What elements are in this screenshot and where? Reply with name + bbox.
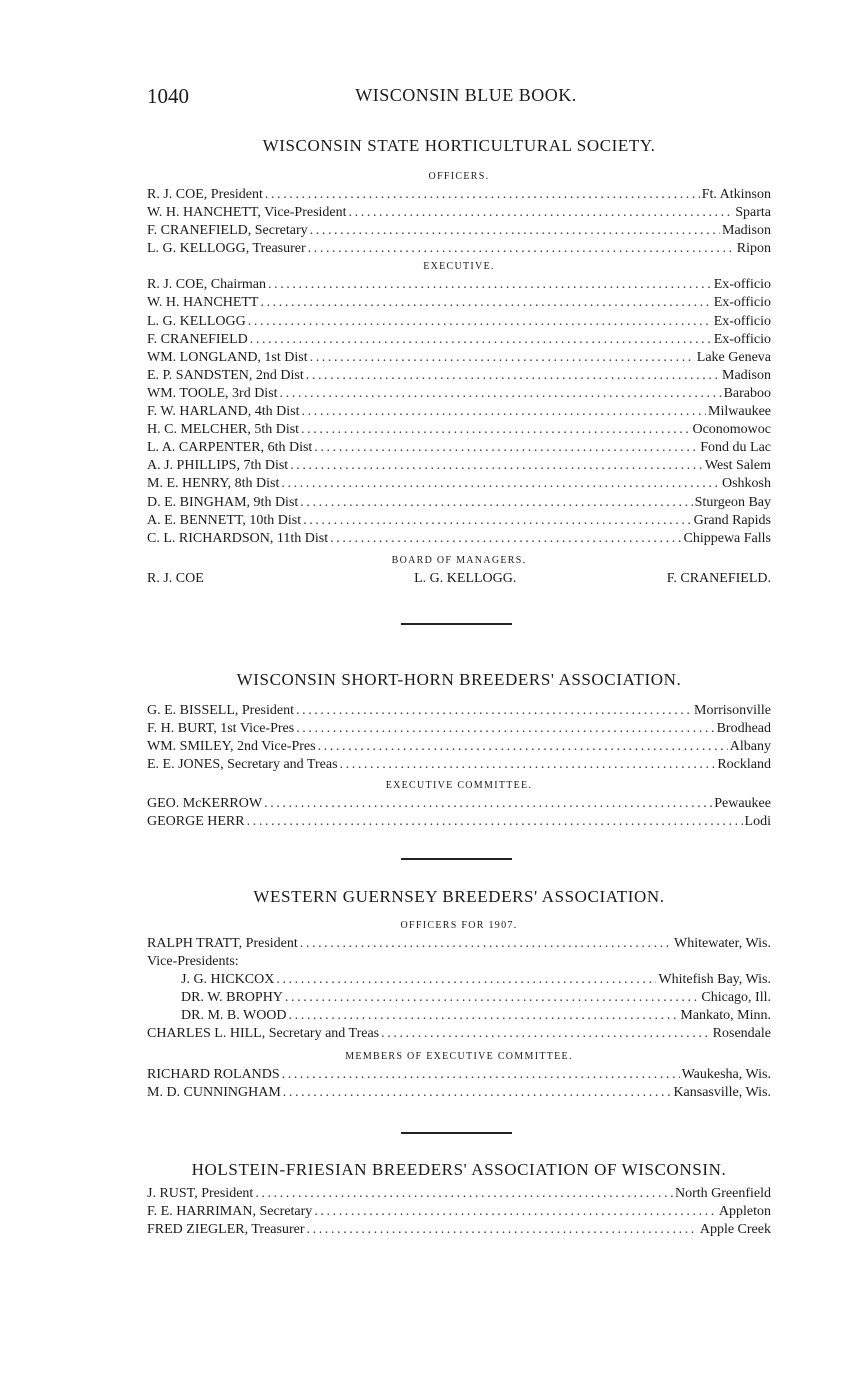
executive-list [147, 276, 771, 547]
officer-row: WM. SMILEY, 2nd Vice-Pres ..... Albany [147, 738, 771, 756]
vice-president-list [147, 971, 771, 1025]
officer-row: F. CRANEFIELD, Secretary ..... Madison [147, 222, 771, 240]
executive-list [147, 1066, 771, 1102]
officer-list [147, 702, 771, 774]
officer-list [147, 186, 771, 258]
executive-row: W. H. HANCHETT ..... Ex-officio [147, 294, 771, 312]
president-row: RALPH TRATT, President ..... Whitewater, Wis. [147, 935, 771, 953]
executive-row: L. A. CARPENTER, 6th Dist ..... Fond du Lac [147, 439, 771, 457]
executive-row: WM. TOOLE, 3rd Dist ..... Baraboo [147, 385, 771, 403]
officer-row: FRED ZIEGLER, Treasurer ..... Apple Creek [147, 1221, 771, 1239]
officer-row: G. E. BISSELL, President ..... Morrisonville [147, 702, 771, 720]
officer-row: J. RUST, President ..... North Greenfield [147, 1185, 771, 1203]
section-divider [401, 858, 512, 860]
executive-row: F. W. HARLAND, 4th Dist ..... Milwaukee [147, 403, 771, 421]
executive-row: M. D. CUNNINGHAM ..... Kansasville, Wis. [147, 1084, 771, 1102]
board-member: F. CRANEFIELD. [666, 570, 771, 586]
board-member: L. G. KELLOGG. [414, 570, 517, 586]
shorthorn-section [147, 669, 771, 832]
executive-row: C. L. RICHARDSON, 11th Dist ..... Chippewa Falls [147, 530, 771, 548]
guernsey-section [147, 886, 771, 1102]
executive-row: WM. LONGLAND, 1st Dist ..... Lake Geneva [147, 349, 771, 367]
executive-row: E. P. SANDSTEN, 2nd Dist ..... Madison [147, 367, 771, 385]
section-title: WISCONSIN STATE HORTICULTURAL SOCIETY. [262, 136, 656, 155]
horticultural-society-section [147, 135, 771, 588]
executive-row: GEORGE HERR ..... Lodi [147, 813, 771, 831]
executive-row: RICHARD ROLANDS ..... Waukesha, Wis. [147, 1066, 771, 1084]
officer-row: W. H. HANCHETT, Vice-President ..... Sparta [147, 204, 771, 222]
officer-row: E. E. JONES, Secretary and Treas ..... Rockland [147, 756, 771, 774]
vice-presidents-label: Vice-Presidents: [147, 954, 239, 970]
page-header [147, 84, 771, 110]
officer-row: R. J. COE, President ..... Ft. Atkinson [147, 186, 771, 204]
executive-row: M. E. HENRY, 8th Dist ..... Oshkosh [147, 475, 771, 493]
executive-heading: EXECUTIVE. [423, 261, 495, 273]
officer-row: L. G. KELLOGG, Treasurer ..... Ripon [147, 240, 771, 258]
vice-president-row: J. G. HICKCOX ..... Whitefish Bay, Wis. [147, 971, 771, 989]
board-of-managers [147, 570, 771, 588]
page-number: 1040 [147, 84, 189, 108]
running-title: WISCONSIN BLUE BOOK. [355, 85, 577, 105]
officer-row: F. E. HARRIMAN, Secretary ..... Appleton [147, 1203, 771, 1221]
section-title: WISCONSIN SHORT-HORN BREEDERS' ASSOCIATION. [236, 670, 682, 689]
section-title: HOLSTEIN-FRIESIAN BREEDERS' ASSOCIATION OF WISCONSIN. [191, 1160, 727, 1179]
executive-row: D. E. BINGHAM, 9th Dist ..... Sturgeon Bay [147, 494, 771, 512]
officer-list [147, 1185, 771, 1239]
executive-row: R. J. COE, Chairman ..... Ex-officio [147, 276, 771, 294]
officers-heading: OFFICERS. [428, 171, 490, 182]
executive-heading: MEMBERS OF EXECUTIVE COMMITTEE. [345, 1050, 573, 1062]
executive-list [147, 795, 771, 831]
vice-president-row: DR. W. BROPHY ..... Chicago, Ill. [147, 989, 771, 1007]
executive-row: A. J. PHILLIPS, 7th Dist ..... West Salem [147, 457, 771, 475]
officer-row: F. H. BURT, 1st Vice-Pres ..... Brodhead [147, 720, 771, 738]
secretary-row: CHARLES L. HILL, Secretary and Treas ..... Rosendale [147, 1025, 771, 1043]
executive-row: F. CRANEFIELD ..... Ex-officio [147, 331, 771, 349]
holstein-section [147, 1159, 771, 1239]
board-heading: BOARD OF MANAGERS. [391, 554, 527, 566]
section-divider [401, 623, 512, 625]
executive-row: GEO. McKERROW ..... Pewaukee [147, 795, 771, 813]
executive-row: H. C. MELCHER, 5th Dist ..... Oconomowoc [147, 421, 771, 439]
board-member: R. J. COE [147, 570, 204, 586]
section-divider [401, 1132, 512, 1134]
executive-row: L. G. KELLOGG ..... Ex-officio [147, 313, 771, 331]
vice-president-row: DR. M. B. WOOD ..... Mankato, Minn. [147, 1007, 771, 1025]
section-title: WESTERN GUERNSEY BREEDERS' ASSOCIATION. [253, 887, 665, 906]
officers-heading: OFFICERS FOR 1907. [400, 920, 518, 931]
executive-row: A. E. BENNETT, 10th Dist ..... Grand Rapids [147, 512, 771, 530]
executive-heading: EXECUTIVE COMMITTEE. [385, 780, 533, 792]
